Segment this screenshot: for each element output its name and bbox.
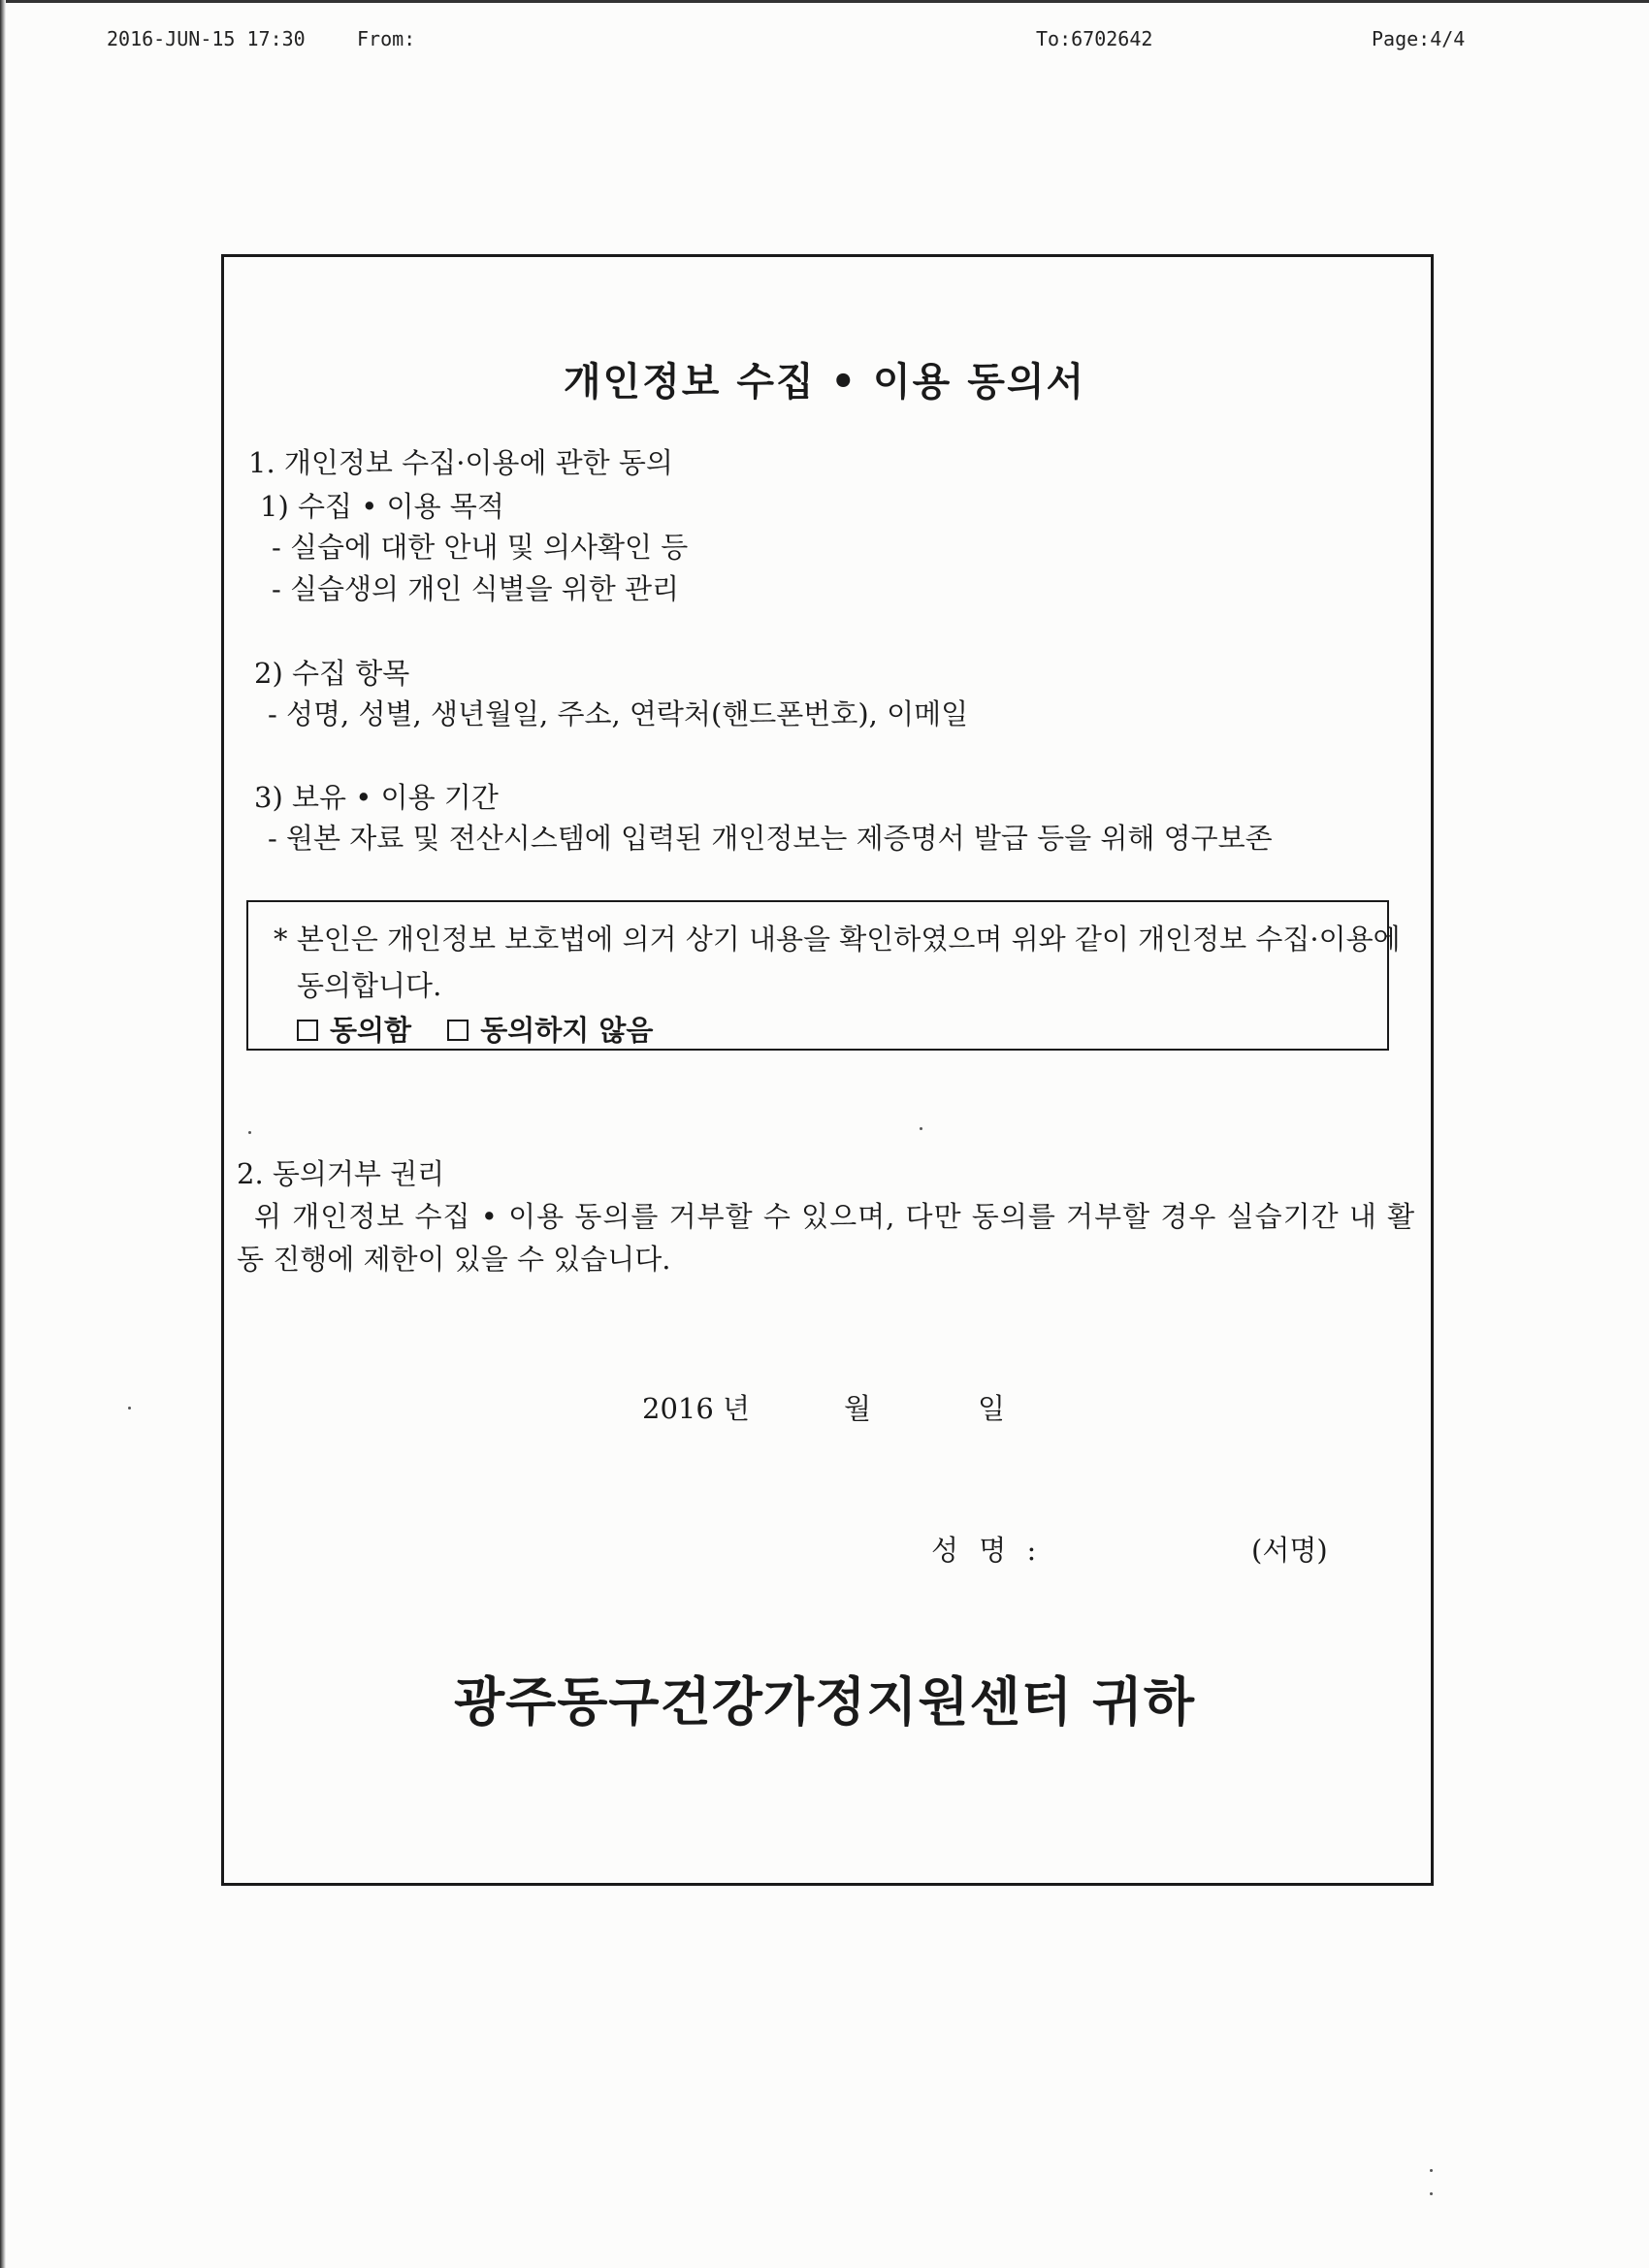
section1-heading: 1. 개인정보 수집·이용에 관한 동의 [248,446,673,479]
consent-statement: * 본인은 개인정보 보호법에 의거 상기 내용을 확인하였으며 위와 같이 개인정보 수집·이용에 [274,923,1401,956]
disagree-checkbox[interactable] [447,1020,469,1041]
retention-item: - 원본 자료 및 전산시스템에 입력된 개인정보는 제증명서 발급 등을 위해 영구보존 [268,822,1273,855]
signature-label: 성 명 : [931,1534,1043,1567]
disagree-label: 동의하지 않음 [480,1014,654,1047]
scan-speck [248,1131,251,1134]
agree-label: 동의함 [330,1014,412,1047]
issuer-line: 광주동구건강가정지원센터 귀하 [453,1670,1196,1733]
fax-to: To:6702642 [1036,27,1153,50]
scan-top-edge [0,0,1649,3]
section2-text: 위 개인정보 수집 • 이용 동의를 거부할 수 있으며, 다만 동의를 거부할 경우 실습기간 내 활 [254,1200,1416,1233]
document-title: 개인정보 수집 • 이용 동의서 [563,359,1086,405]
consent-statement-cont: 동의합니다. [297,969,442,1002]
items-heading: 2) 수집 항목 [254,657,410,690]
scan-speck [1430,2169,1433,2172]
date-month: 월 [844,1392,872,1425]
consent-options [297,1009,653,1049]
items-item: - 성명, 성별, 생년월일, 주소, 연락처(핸드폰번호), 이메일 [268,697,969,730]
date-day: 일 [978,1392,1006,1425]
fax-datetime: 2016-JUN-15 17:30 [107,27,306,50]
fax-page: Page:4/4 [1372,27,1466,50]
purpose-item: - 실습에 대한 안내 및 의사확인 등 [272,531,689,564]
scan-speck [920,1127,922,1130]
agree-checkbox[interactable] [297,1020,318,1041]
scan-speck [1430,2192,1433,2195]
section2-heading: 2. 동의거부 권리 [237,1157,445,1190]
fax-header [0,27,1649,56]
scan-left-edge [0,0,6,2268]
disagree-option[interactable] [447,1014,653,1047]
agree-option[interactable] [297,1014,411,1047]
section2-text-cont: 동 진행에 제한이 있을 수 있습니다. [237,1243,671,1276]
date-year: 2016 년 [642,1392,751,1425]
purpose-item: - 실습생의 개인 식별을 위한 관리 [272,572,680,605]
signature-note: (서명) [1251,1534,1328,1567]
retention-heading: 3) 보유 • 이용 기간 [254,781,499,814]
scan-speck [128,1407,131,1409]
purpose-heading: 1) 수집 • 이용 목적 [260,490,504,523]
fax-from: From: [357,27,416,50]
